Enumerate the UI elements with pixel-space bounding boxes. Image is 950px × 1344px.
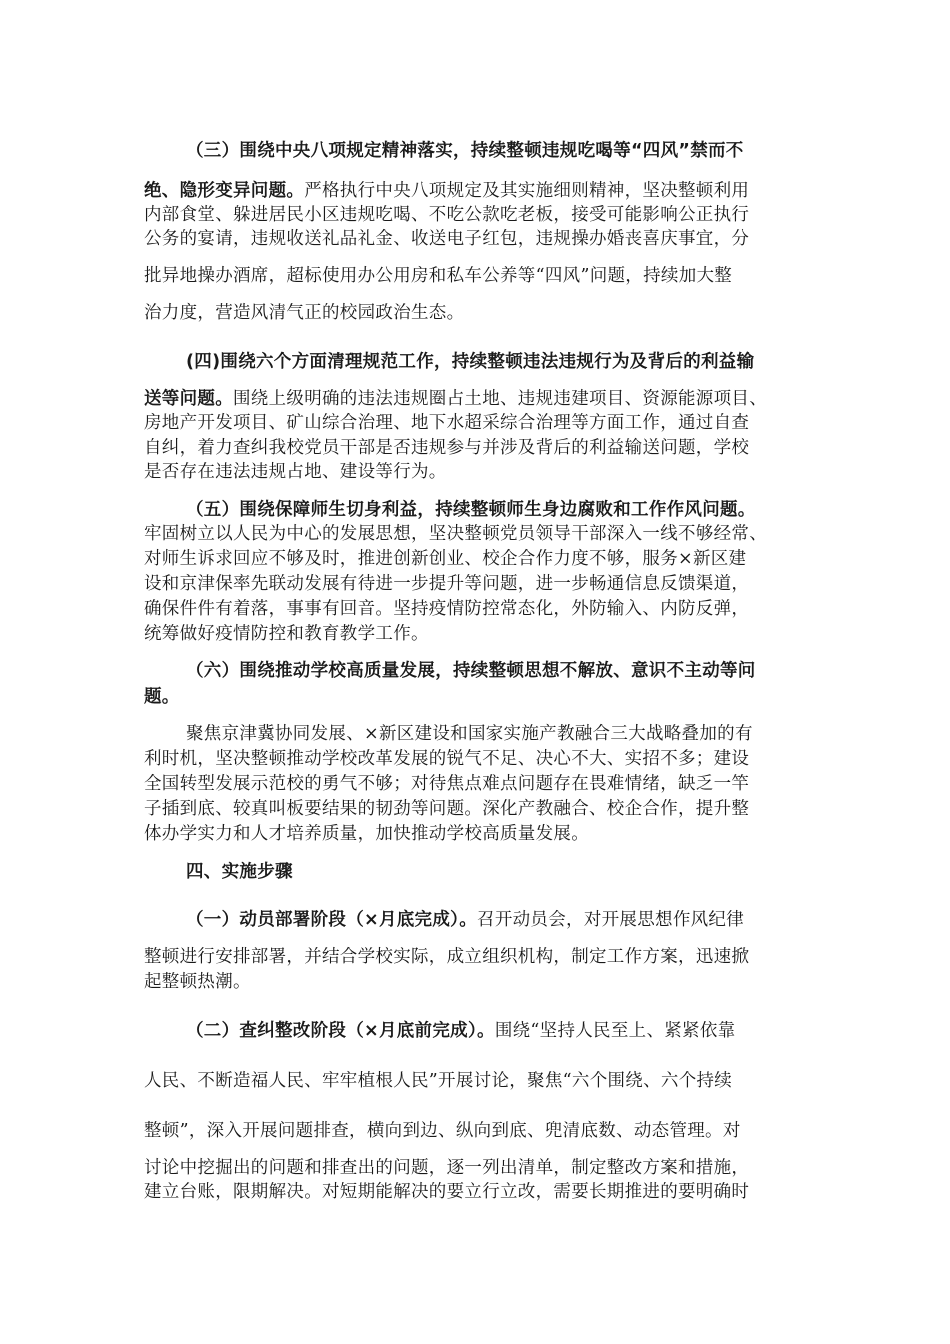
section-3-text-2: 严格执行中央八项规定及其实施细则精神，坚决整顿利用 xyxy=(304,181,750,201)
section-3-line-6: 治力度，营造风清气正的校园政治生态。 xyxy=(144,303,465,323)
section-4-line-2 xyxy=(144,387,806,411)
section-4-line-5: 是否存在违法违规占地、建设等行为。 xyxy=(144,462,447,482)
step-1-heading: （一）动员部署阶段（×月底完成）。 xyxy=(186,910,478,930)
step-1-line-1 xyxy=(186,908,806,932)
step-2-line-3: 整顿”，深入开展问题排查，横向到边、纵向到底、兜清底数、动态管理。对 xyxy=(144,1121,741,1141)
step-2-line-4: 讨论中挖掘出的问题和排查出的问题，逐一列出清单，制定整改方案和措施， xyxy=(144,1158,750,1178)
section-4-text-2: 围绕上级明确的违法违规圈占土地、违规违建项目、资源能源项目、 xyxy=(233,389,767,409)
section-6-line-6: 子插到底、较真叫板要结果的韧劲等问题。深化产教融合、校企合作，提升整 xyxy=(144,799,750,819)
section-5-heading: （五）围绕保障师生切身利益，持续整顿师生身边腐败和工作作风问题。 xyxy=(186,500,756,520)
section-5-line-5: 确保件件有着落，事事有回音。坚持疫情防控常态化，外防输入、内防反弹， xyxy=(144,599,750,619)
step-1-line-3: 起整顿热潮。 xyxy=(144,972,251,992)
step-1-line-2: 整顿进行安排部署，并结合学校实际，成立组织机构，制定工作方案，迅速掀 xyxy=(144,947,750,967)
section-3-heading-line-2: 绝、隐形变异问题。 xyxy=(144,181,305,201)
section-4-line-4: 自纠，着力查纠我校党员干部是否违规参与并涉及背后的利益输送问题，学校 xyxy=(144,438,750,458)
section-5-line-6: 统筹做好疫情防控和教育教学工作。 xyxy=(144,624,429,644)
section-6-line-4: 利时机，坚决整顿推动学校改革发展的锐气不足、决心不大、实招不多；建设 xyxy=(144,749,750,769)
heading-implementation-steps: 四、实施步骤 xyxy=(186,862,293,882)
step-2-line-5: 建立台账，限期解决。对短期能解决的要立行立改，需要长期推进的要明确时 xyxy=(144,1182,750,1202)
section-4-line-3: 房地产开发项目、矿山综合治理、地下水超采综合治理等方面工作，通过自查 xyxy=(144,413,750,433)
section-6-line-5: 全国转型发展示范校的勇气不够；对待焦点难点问题存在畏难情绪，缺乏一竿 xyxy=(144,774,750,794)
section-3-line-3: 内部食堂、躲进居民小区违规吃喝、不吃公款吃老板，接受可能影响公正执行 xyxy=(144,205,750,225)
section-6-line-3: 聚焦京津冀协同发展、×新区建设和国家实施产教融合三大战略叠加的有 xyxy=(186,724,753,744)
step-2-line-1 xyxy=(186,1019,806,1043)
section-6-line-7: 体办学实力和人才培养质量，加快推动学校高质量发展。 xyxy=(144,824,589,844)
section-3-line-4: 公务的宴请，违规收送礼品礼金、收送电子红包，违规操办婚丧喜庆事宜，分 xyxy=(144,229,750,249)
step-2-text-1: 围绕“坚持人民至上、紧紧依靠 xyxy=(494,1021,736,1041)
section-4-heading-line-1: (四)围绕六个方面清理规范工作，持续整顿违法违规行为及背后的利益输 xyxy=(186,352,755,372)
section-3-line-2 xyxy=(144,179,806,203)
section-3-line-5: 批异地操办酒席，超标使用办公用房和私车公养等“四风”问题，持续加大整 xyxy=(144,266,733,286)
step-2-heading: （二）查纠整改阶段（×月底前完成）。 xyxy=(186,1021,495,1041)
section-6-heading-line-2: 题。 xyxy=(144,687,180,707)
section-4-heading-line-2: 送等问题。 xyxy=(144,389,233,409)
section-6-heading-line-1: （六）围绕推动学校高质量发展，持续整顿思想不解放、意识不主动等问 xyxy=(186,661,756,681)
step-2-line-2: 人民、不断造福人民、牢牢植根人民”开展讨论，聚焦“六个围绕、六个持续 xyxy=(144,1071,733,1091)
section-5-line-2: 牢固树立以人民为中心的发展思想，坚决整顿党员领导干部深入一线不够经常、 xyxy=(144,524,767,544)
step-1-text-1: 召开动员会，对开展思想作风纪律 xyxy=(477,910,745,930)
section-3-heading-line-1: （三）围绕中央八项规定精神落实，持续整顿违规吃喝等“四风”禁而不 xyxy=(186,141,744,161)
section-5-line-4: 设和京津保率先联动发展有待进一步提升等问题，进一步畅通信息反馈渠道， xyxy=(144,574,750,594)
section-5-line-3: 对师生诉求回应不够及时，推进创新创业、校企合作力度不够，服务×新区建 xyxy=(144,549,747,569)
